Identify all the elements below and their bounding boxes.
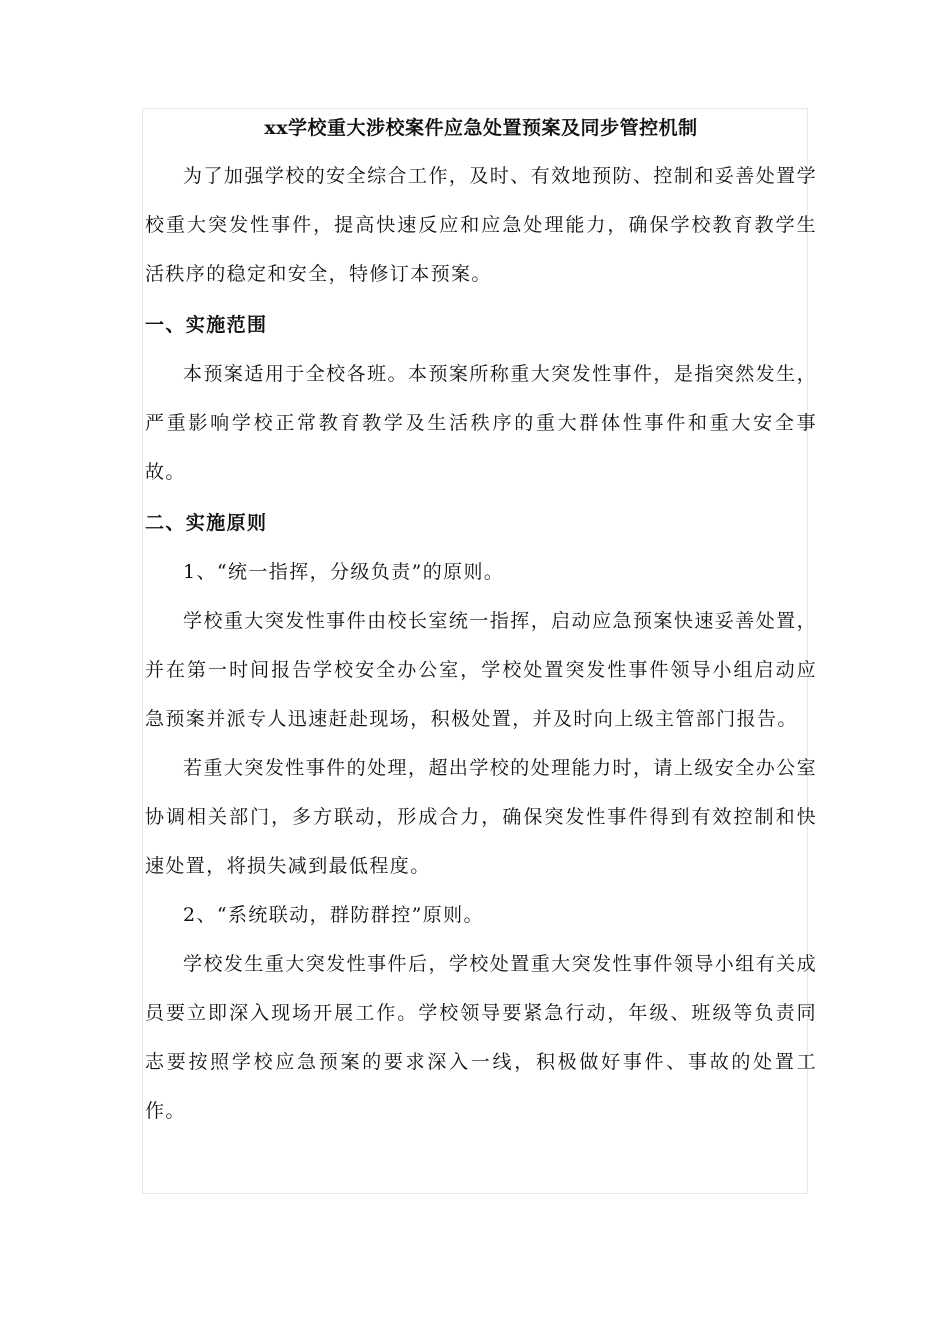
principle-1-paragraph-1: 学校重大突发性事件由校长室统一指挥，启动应急预案快速妥善处置，并在第一时间报告学校安全办公室，学校处置突发性事件领导小组启动应急预案并派专人迅速赶赴现场，积极处置，并及时向上级主管部门报告。 (145, 610, 817, 730)
principle-1-paragraph-2: 若重大突发性事件的处理，超出学校的处理能力时，请上级安全办公室协调相关部门，多方联动，形成合力，确保突发性事件得到有效控制和快速处置，将损失减到最低程度。 (145, 757, 817, 877)
section-heading-scope: 一、实施范围 (145, 314, 268, 336)
document-body (145, 108, 817, 1136)
scope-paragraph: 本预案适用于全校各班。本预案所称重大突发性事件，是指突然发生，严重影响学校正常教育教学及生活秩序的重大群体性事件和重大安全事故。 (145, 363, 817, 483)
section-heading-principles: 二、实施原则 (145, 512, 268, 534)
principle-1-title: 1、“统一指挥，分级负责”的原则。 (183, 561, 505, 583)
principle-2-paragraph-1: 学校发生重大突发性事件后，学校处置重大突发性事件领导小组有关成员要立即深入现场开展工作。学校领导要紧急行动，年级、班级等负责同志要按照学校应急预案的要求深入一线，积极做好事件、事故的处置工作。 (145, 953, 817, 1122)
intro-paragraph: 为了加强学校的安全综合工作，及时、有效地预防、控制和妥善处置学校重大突发性事件，提高快速反应和应急处理能力，确保学校教育教学生活秩序的稳定和安全，特修订本预案。 (145, 165, 817, 285)
document-title: xx学校重大涉校案件应急处置预案及同步管控机制 (264, 117, 698, 139)
principle-2-title: 2、“系统联动，群防群控”原则。 (183, 904, 484, 926)
